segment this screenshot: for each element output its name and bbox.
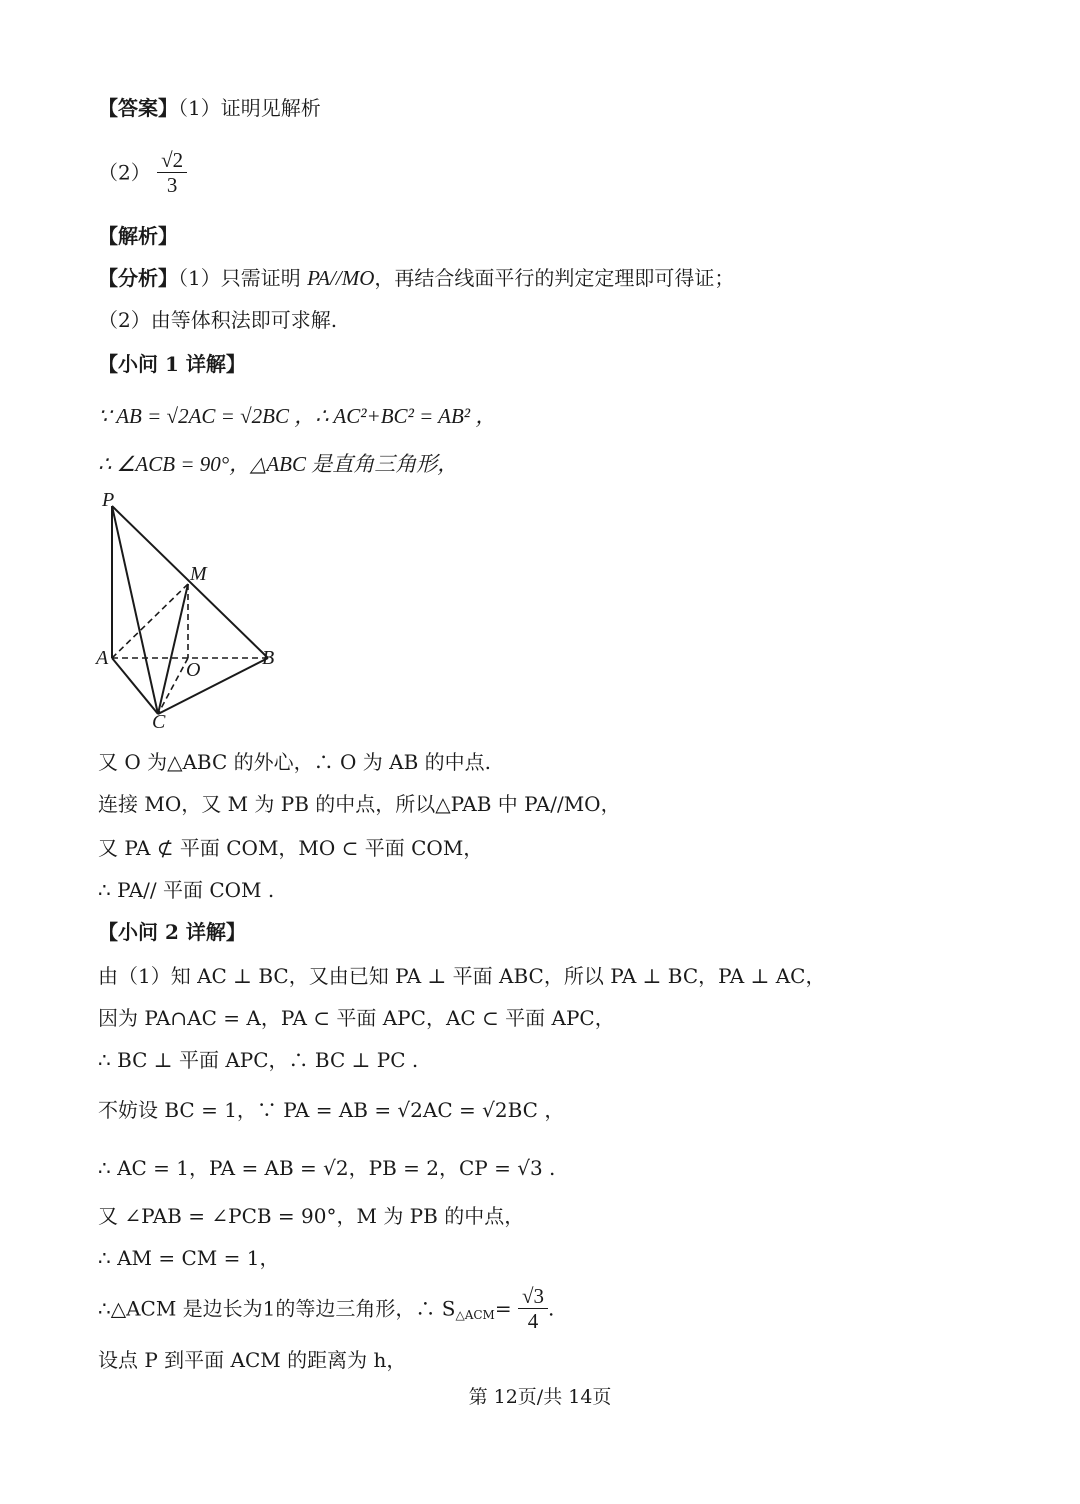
answer-part2-num: （2） (98, 160, 151, 185)
answer-tag: 【答案】 (98, 96, 178, 120)
q1-line-1: ∵ AB = √2AC = √2BC ，∴ AC²+BC² = AB² ， (98, 404, 497, 428)
q2-line-6: 又 ∠PAB = ∠PCB = 90°，M 为 PB 的中点， (98, 1204, 525, 1228)
q2-line-8-eq: = (494, 1296, 512, 1321)
q1-tag: 【小问 1 详解】 (98, 352, 246, 376)
q2-line-9: 设点 P 到平面 ACM 的距离为 h， (98, 1348, 407, 1372)
q2-line-1: 由（1）知 AC ⊥ BC，又由已知 PA ⊥ 平面 ABC，所以 PA ⊥ BC，PA ⊥ AC， (98, 964, 826, 988)
q1-line-6: ∴ PA// 平面 COM . (98, 878, 275, 902)
fenxi-line-1 (98, 264, 734, 292)
answer-line-2 (98, 148, 187, 197)
answer-line-1 (98, 94, 321, 122)
area-fraction (518, 1284, 548, 1333)
q2-tag: 【小问 2 详解】 (98, 920, 246, 944)
label-C: C (152, 711, 166, 733)
fenxi-tag: 【分析】 (98, 266, 178, 290)
edge-PC (112, 506, 158, 714)
area-fraction-numerator: √3 (518, 1284, 548, 1309)
q2-line-8 (98, 1284, 554, 1333)
q1-line-2: ∴ ∠ACB = 90°，△ABC 是直角三角形， (98, 452, 459, 476)
jiexi-tag: 【解析】 (98, 224, 178, 248)
q2-line-8-sub: △ACM (455, 1308, 495, 1322)
fenxi-line-1-a: （1）只需证明 (178, 266, 301, 290)
area-fraction-denominator: 4 (527, 1309, 539, 1333)
answer-fraction-denominator: 3 (166, 173, 178, 197)
label-O: O (186, 659, 201, 681)
edge-AM-dashed (112, 584, 188, 658)
q1-line-3: 又 O 为△ABC 的外心，∴ O 为 AB 的中点. (98, 750, 491, 774)
answer-fraction (157, 148, 187, 197)
fenxi-line-1-math: PA//MO (307, 266, 375, 290)
label-B: B (262, 647, 275, 669)
q2-line-2: 因为 PA∩AC = A，PA ⊂ 平面 APC，AC ⊂ 平面 APC， (98, 1006, 615, 1030)
q2-line-8-end: . (548, 1296, 555, 1321)
label-P: P (102, 489, 115, 511)
label-A: A (96, 647, 109, 669)
q2-line-8-a: ∴△ACM 是边长为1的等边三角形，∴ S (98, 1296, 456, 1321)
pyramid-figure (90, 488, 290, 738)
edge-MC (158, 584, 188, 714)
edge-BC (158, 658, 268, 714)
page-footer: 第 12页/共 14页 (468, 1386, 612, 1408)
fenxi-line-2: （2）由等体积法即可求解. (98, 308, 338, 332)
answer-part1-num: （1） (178, 96, 221, 120)
q2-line-5: ∴ AC = 1，PA = AB = √2，PB = 2，CP = √3 . (98, 1156, 556, 1180)
answer-part1-text: 证明见解析 (220, 96, 321, 120)
q2-line-4: 不妨设 BC = 1，∵ PA = AB = √2AC = √2BC ， (98, 1098, 565, 1122)
q2-line-3: ∴ BC ⊥ 平面 APC，∴ BC ⊥ PC . (98, 1048, 419, 1072)
q2-line-7: ∴ AM = CM = 1， (98, 1246, 280, 1270)
label-M: M (190, 563, 207, 585)
fenxi-line-1-b: ，再结合线面平行的判定定理即可得证； (374, 266, 735, 290)
q1-line-5: 又 PA ⊄ 平面 COM，MO ⊂ 平面 COM， (98, 836, 484, 860)
q1-line-4: 连接 MO，又 M 为 PB 的中点，所以△PAB 中 PA//MO， (98, 792, 621, 816)
answer-fraction-numerator: √2 (157, 148, 187, 173)
